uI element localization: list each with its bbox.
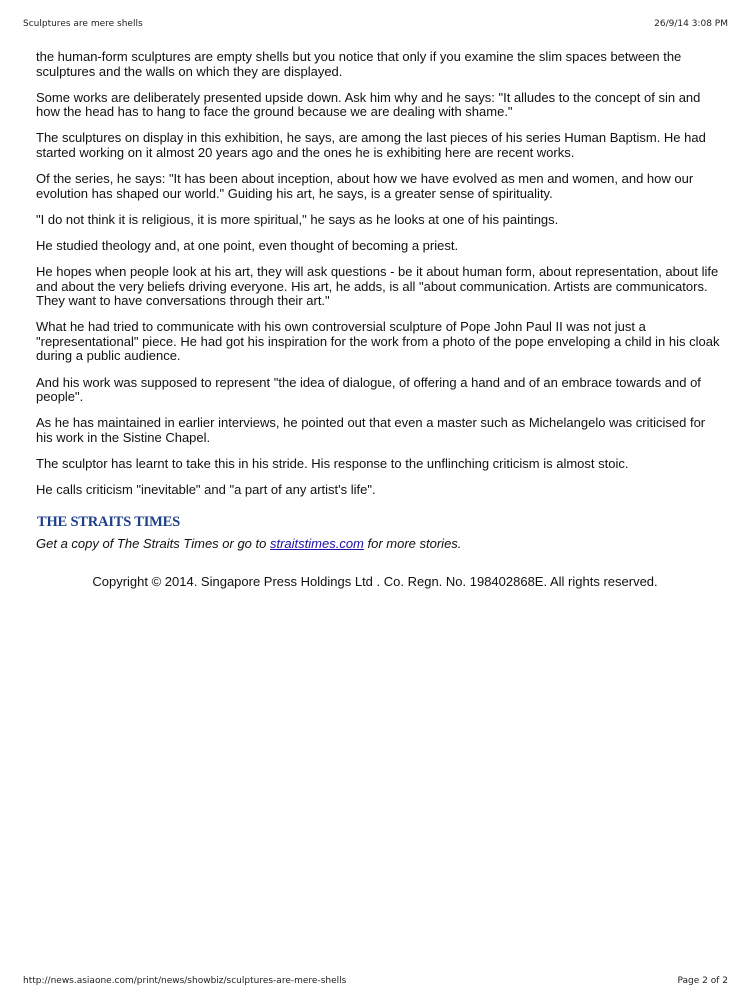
- straits-times-logo: THE STRAITS TIMES: [37, 514, 181, 530]
- print-page-title: Sculptures are mere shells: [23, 19, 143, 29]
- promo-prefix: Get a copy of The Straits Times or go to: [36, 536, 270, 551]
- article-paragraph: And his work was supposed to represent "the idea of dialogue, of offering a hand and of an embrace towards and of people".: [36, 374, 701, 405]
- article-paragraph: He studied theology and, at one point, even thought of becoming a priest.: [36, 237, 459, 253]
- print-url: http://news.asiaone.com/print/news/showbiz/sculptures-are-mere-shells: [23, 976, 347, 986]
- article-paragraph: He calls criticism "inevitable" and "a part of any artist's life".: [36, 481, 376, 497]
- article-paragraph: The sculptures on display in this exhibition, he says, are among the last pieces of his series Human Baptism. He had started working on it almost 20 years ago and the ones he is exhibiting here are recent works.: [36, 130, 706, 160]
- article-paragraph: As he has maintained in earlier interviews, he pointed out that even a master such as Michelangelo was criticised for his work in the Sistine Chapel.: [36, 415, 706, 445]
- straitstimes-link[interactable]: straitstimes.com: [269, 536, 364, 551]
- article-paragraph: "I do not think it is religious, it is more spiritual," he says as he looks at one of his paintings.: [36, 211, 559, 227]
- article-paragraph: What he had tried to communicate with his own controversial sculpture of Pope John Paul II was not just a "representational" piece. He had got his inspiration for the work from a photo of the pope enveloping a child in his cloak during a public audience.: [36, 319, 720, 364]
- print-footer: [23, 976, 728, 988]
- print-datetime: 26/9/14 3:08 PM: [654, 19, 728, 29]
- copyright-notice: Copyright © 2014. Singapore Press Holdings Ltd . Co. Regn. No. 198402868E. All rights reserved.: [92, 574, 658, 589]
- page-number: Page 2 of 2: [677, 976, 728, 986]
- article-paragraph: Of the series, he says: "It has been about inception, about how we have evolved as men and women, and how our evolution has shaped our world." Guiding his art, he says, is a greater sense of spirituality.: [36, 171, 694, 201]
- promo-line: [36, 536, 461, 551]
- promo-suffix: for more stories.: [363, 536, 462, 551]
- article-paragraph: the human-form sculptures are empty shells but you notice that only if you examine the slim spaces between the sculptures and the walls on which they are displayed.: [36, 49, 682, 79]
- article-paragraph: The sculptor has learnt to take this in his stride. His response to the unflinching criticism is almost stoic.: [36, 455, 629, 471]
- article-body: [36, 50, 720, 509]
- article-paragraph: Some works are deliberately presented upside down. Ask him why and he says: "It alludes to the concept of sin and how the head has to hang to face the ground because we are dealing with shame.": [36, 89, 701, 120]
- article-paragraph: He hopes when people look at his art, they will ask questions - be it about human form, about representation, about life and about the very beliefs driving everyone. His art, he adds, is all "about communication. Artists are communicators. They want to have conversations through their art.": [36, 263, 719, 309]
- print-header: [23, 19, 728, 31]
